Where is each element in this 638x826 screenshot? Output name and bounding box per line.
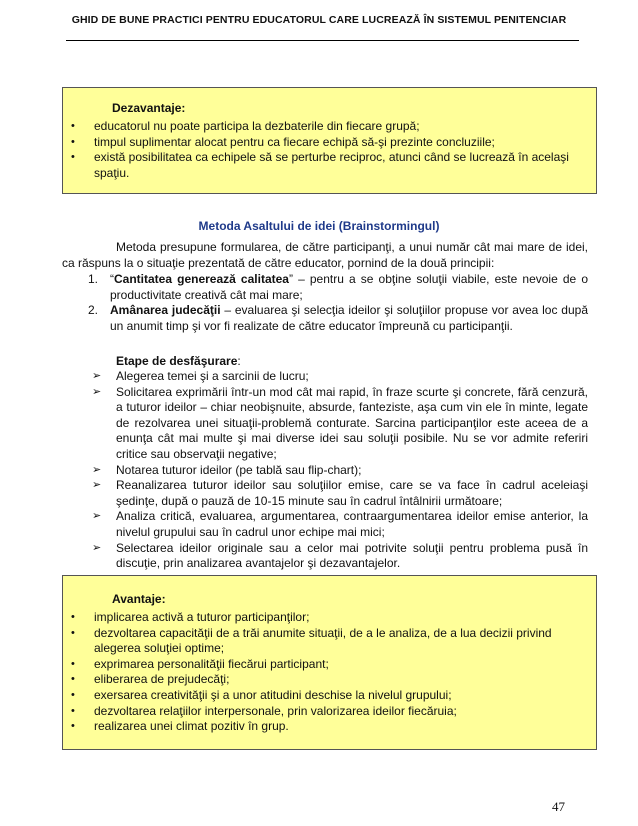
list-item: 2. Amânarea judecăţii – evaluarea şi selecţia ideilor şi soluţiilor propuse vor avea loc după un anumit timp şi vor fi realizate de către educator împreună cu participanţii. (88, 303, 589, 333)
list-item: • dezvoltarea capacităţii de a trăi anumite situaţii, de a le analiza, de a lua decizii privind alegerea soluţiei optime; (71, 625, 552, 656)
header-rule (66, 40, 579, 41)
avantaje-title: Avantaje: (112, 592, 166, 606)
arrow-bullet-icon: ➢ (92, 541, 102, 554)
bullet-icon: • (71, 688, 75, 701)
intro-paragraph: Metoda presupune formularea, de către participanţi, a unui număr cât mai mare de idei, ca răspuns la o situaţie prezentată de către educator, pornind de la două principii: (62, 240, 588, 270)
avantaje-list (71, 610, 591, 735)
list-item: ➢ Reanalizarea tuturor ideilor sau soluţiilor emise, care se va face în cadrul aceleiaşi şedinţe, după o pauză de 10-15 minute sau în cadrul întâlnirii următoare; (92, 478, 588, 508)
page-number: 47 (552, 799, 565, 814)
list-item: • timpul suplimentar alocat pentru ca fiecare echipă să-şi prezinte concluziile; (71, 134, 495, 149)
arrow-bullet-icon: ➢ (92, 463, 102, 476)
list-item: ➢ Notarea tuturor ideilor (pe tablă sau flip-chart); (92, 462, 362, 477)
list-item: 1. “Cantitatea generează calitatea” – pentru a se obţine soluţii viabile, este nevoie de o productivitate creativă cât mai mare; (88, 272, 588, 302)
dezavantaje-box (62, 87, 597, 194)
dezavantaje-title: Dezavantaje: (112, 101, 186, 115)
bullet-icon: • (71, 120, 75, 132)
bullet-icon: • (71, 611, 75, 623)
bullet-icon: • (71, 657, 75, 670)
list-item: • exersarea creativităţii şi a unor atitudini deschise la nivelul grupului; (71, 687, 452, 702)
list-item: ➢ Analiza critică, evaluarea, argumentarea, contraargumentarea ideilor emise anterior, la nivelul grupului sau în cadrul unor echipe mai mici; (92, 509, 588, 539)
list-item: • există posibilitatea ca echipele să se perturbe reciproc, atunci când se lucrează în acelaşi spaţiu. (71, 150, 569, 180)
list-item: ➢ Selectarea ideilor originale sau a celor mai potrivite soluţii pentru problema pusă în discuţie, prin analizarea avantajelor şi dezavantajelor. (92, 540, 588, 571)
list-item: • dezvoltarea relaţiilor interpersonale, prin valorizarea ideilor fiecăruia; (71, 703, 457, 718)
arrow-bullet-icon: ➢ (92, 385, 102, 398)
list-item: • eliberarea de prejudecăţi; (71, 672, 230, 687)
bullet-icon: • (71, 673, 75, 686)
list-item: ➢ Alegerea temei şi a sarcinii de lucru; (92, 369, 309, 383)
arrow-bullet-icon: ➢ (92, 479, 102, 492)
list-item: • realizarea unei climat pozitiv în grup. (71, 719, 289, 734)
item-number: 2. (88, 303, 99, 318)
principles-list (80, 272, 588, 334)
list-item: • educatorul nu poate participa la dezbaterile din fiecare grupă; (71, 119, 420, 133)
list-item: ➢ Solicitarea exprimării într-un mod cât mai rapid, în fraze scurte şi concrete, fără cenzură, a tuturor ideilor – chiar neobişnuite, absurde, fanteziste, aşa cum vin ele în minte, legate de rezolvarea unei situaţii-problemă conturate. Sarcina participanţilor este aceea de a enunţa cât mai multe şi mai diverse idei sau soluţii posibile. Nu se vor admite referiri critice sau observaţii negative; (92, 384, 588, 461)
bullet-icon: • (71, 135, 75, 148)
principle-term: Amânarea judecăţii (110, 303, 221, 318)
item-number: 1. (88, 272, 99, 286)
list-item: • exprimarea personalităţii fiecărui participant; (71, 656, 329, 671)
principle-term: Cantitatea generează calitatea (114, 272, 289, 286)
etape-list (92, 369, 588, 572)
list-item: • implicarea activă a tuturor participanţilor; (71, 610, 310, 624)
arrow-bullet-icon: ➢ (92, 370, 102, 382)
running-header: GHID DE BUNE PRACTICI PENTRU EDUCATORUL CARE LUCREAZĂ ÎN SISTEMUL PENITENCIAR (71, 14, 567, 26)
section-title: Metoda Asaltului de idei (Brainstormingul) (198, 219, 440, 233)
arrow-bullet-icon: ➢ (92, 510, 102, 523)
dezavantaje-list (71, 119, 591, 181)
bullet-icon: • (71, 626, 75, 639)
bullet-icon: • (71, 704, 75, 717)
etape-heading: Etape de desfăşurare: (116, 354, 241, 368)
bullet-icon: • (71, 151, 75, 164)
bullet-icon: • (71, 720, 75, 733)
avantaje-box (62, 575, 597, 750)
